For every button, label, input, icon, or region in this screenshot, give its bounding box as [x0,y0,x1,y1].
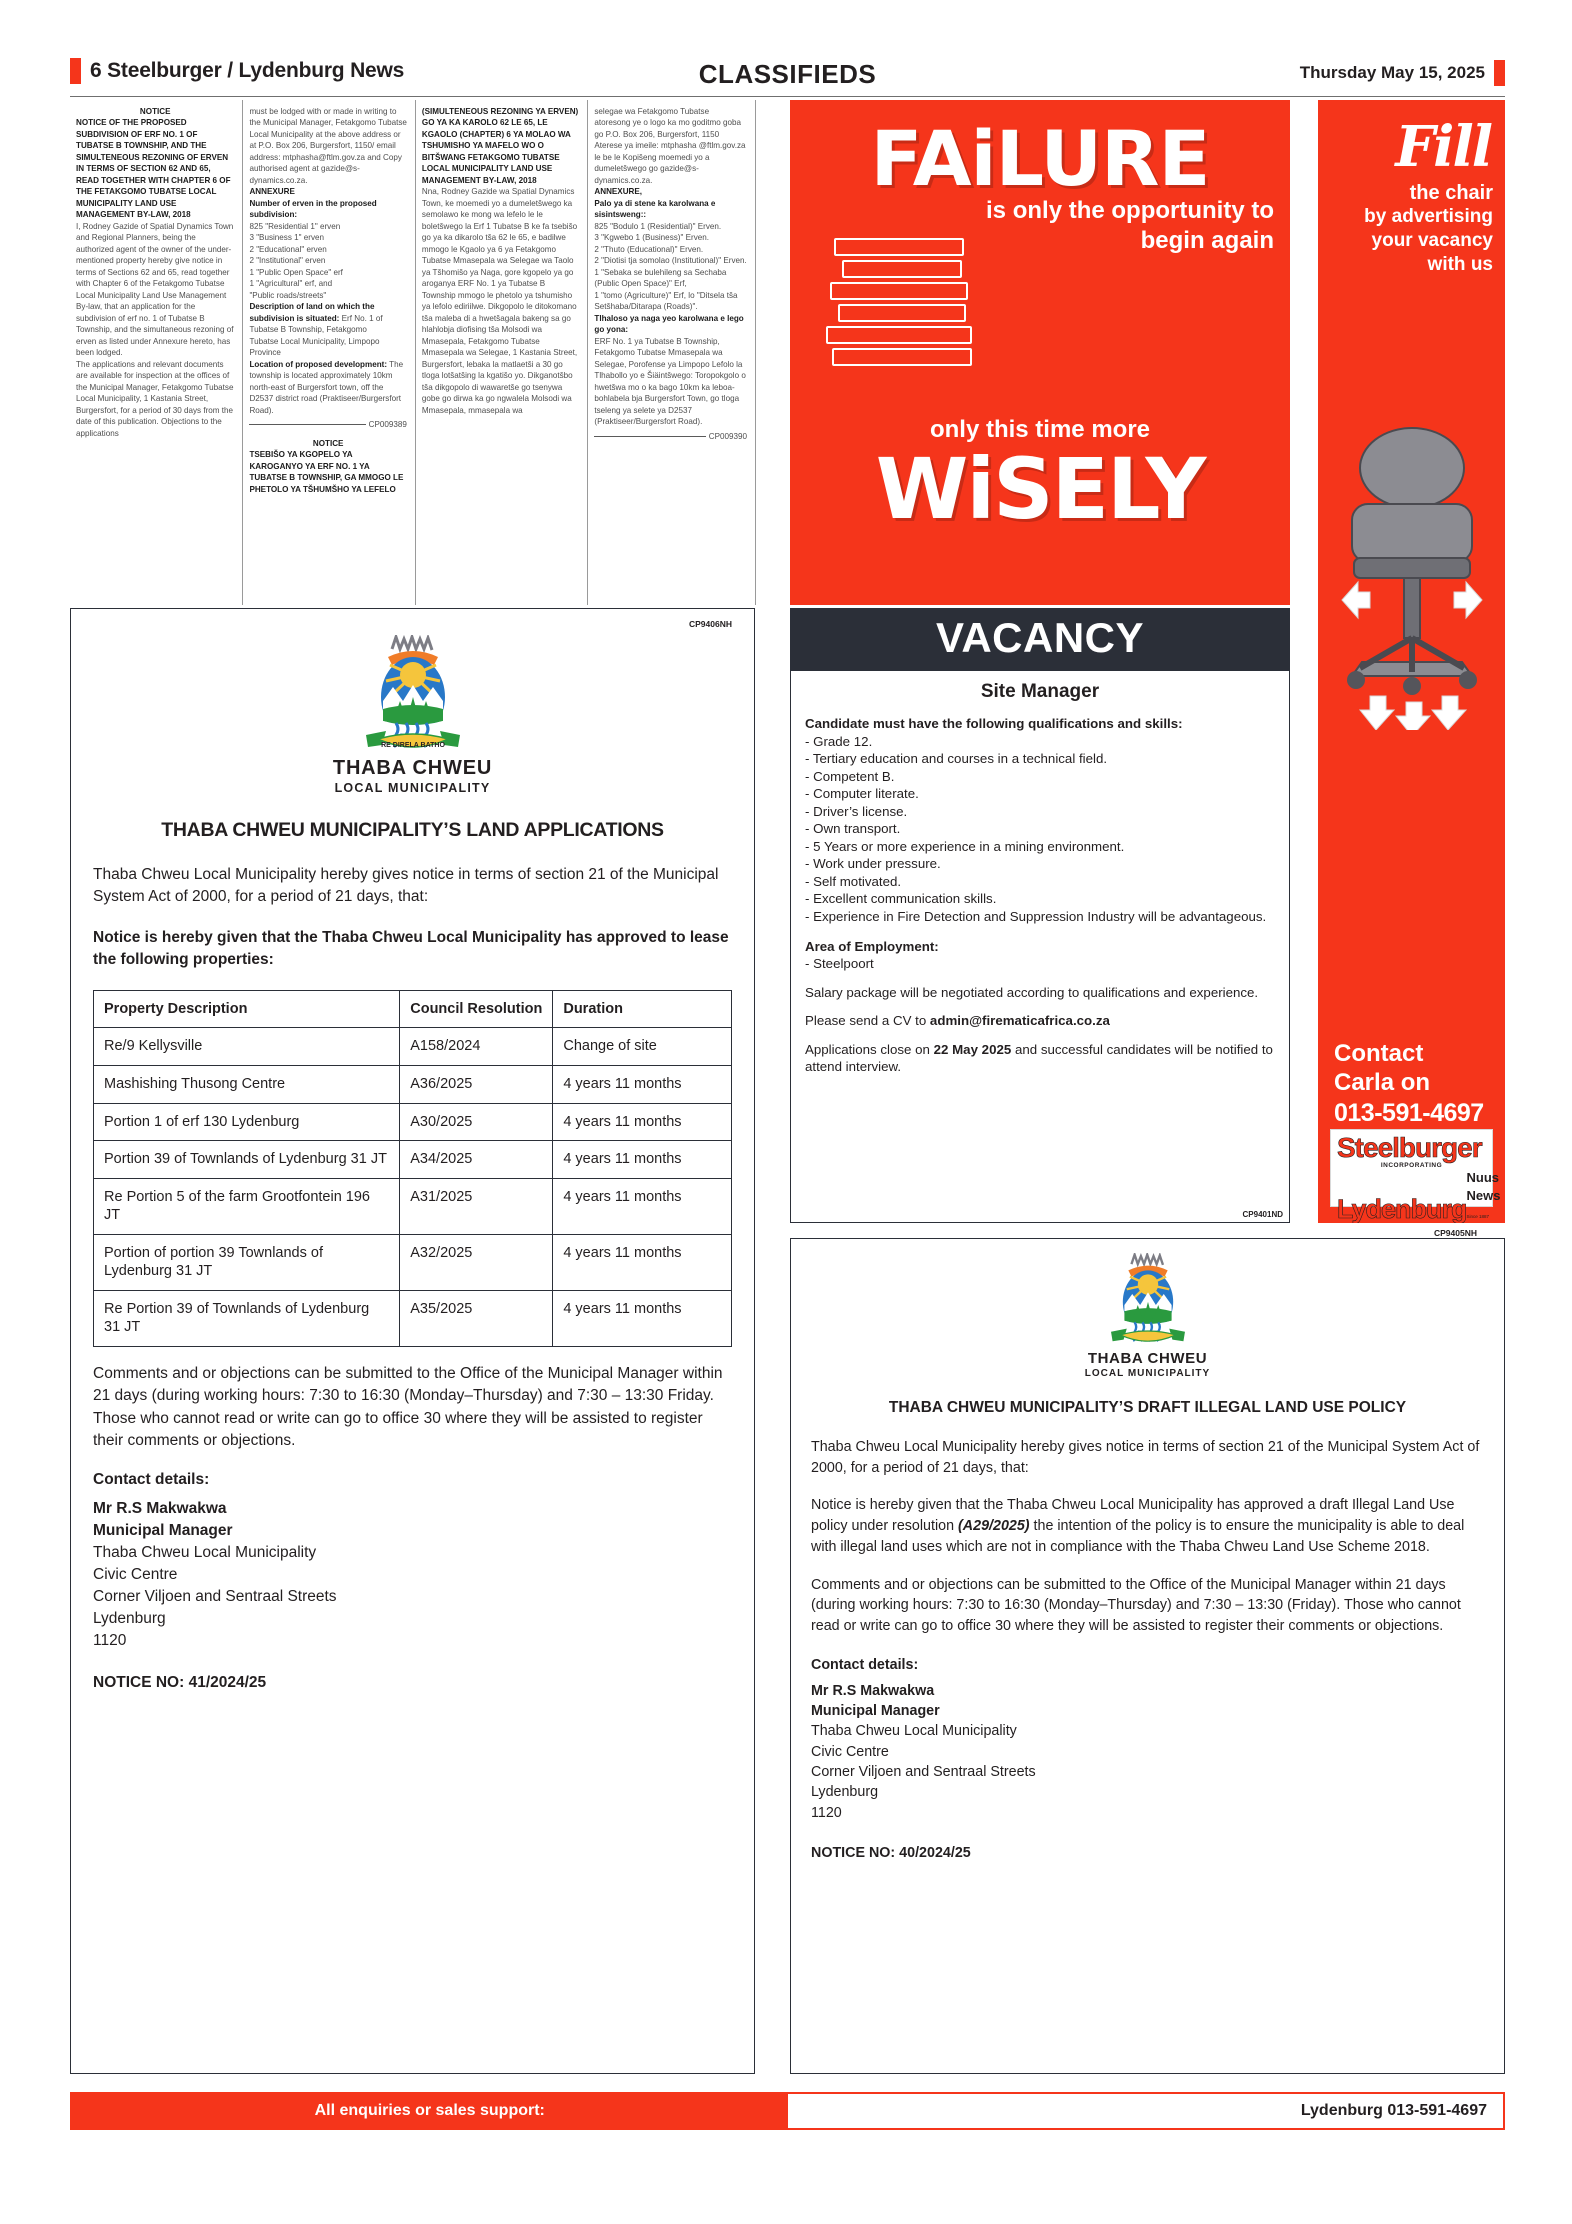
cell-duration: 4 years 11 months [553,1178,732,1234]
notice-right-title: THABA CHWEU MUNICIPALITY’S DRAFT ILLEGAL LAND USE POLICY [888,1399,1407,1416]
cell-resolution: A31/2025 [400,1178,553,1234]
col2-erven-6: "Public roads/streets" [249,290,327,300]
col2-ad-code: CP009389 [368,420,407,430]
requirement-item: - Tertiary education and courses in a technical field. [805,751,1108,767]
col4-palo-0: 825 "Bodulo 1 (Residential)" Erven. [594,221,722,231]
col2-code-rule [249,424,365,425]
cell-property: Portion 1 of erf 130 Lydenburg [94,1103,400,1141]
masthead [70,58,1505,92]
section-title: CLASSIFIEDS [698,59,877,89]
land-applications-table [93,990,732,1347]
col4-code-rule [594,436,705,437]
contact-address-line: Civic Centre [811,1743,889,1760]
col2-body-1: must be lodged with or made in writing to the Municipal Manager, Fetakgomo Tubatse Local Municipality at the above address or at P.O. Box 206, Burgersfort, 1150/ email address: mtphasha@ftlm.gov.za and Copy authorised agent at gazide@s-dynamics.co.za. [249,107,407,185]
notice-left-title: THABA CHWEU MUNICIPALITY’S LAND APPLICATIONS [161,819,664,841]
table-row [94,1141,732,1179]
contact-address-line: 1120 [811,1804,842,1821]
red-tick-icon [1494,60,1505,86]
contact-address-line: Thaba Chweu Local Municipality [93,1543,317,1561]
col2-location-body: The township is located approximately 10km north-east of Burgersfort town, off the D2537 district road (Praktiseer/Burgersfort Road). [249,359,404,415]
table-row [94,1234,732,1290]
cell-duration: 4 years 11 months [553,1234,732,1290]
col4-ad-code: CP009390 [708,431,748,441]
column-header-property: Property Description [94,990,400,1028]
col2-code-row [249,419,406,430]
table-row [94,1065,732,1103]
failure-headline: FAiLURE [870,114,1210,203]
table-row [94,1178,732,1234]
col2-description [249,301,406,335]
cell-property: Portion of portion 39 Townlands of Lydenburg 31 JT [94,1234,400,1290]
col1-body-2: The applications and relevant documents are available for inspection at the offices of the Municipal Manager, Fetakgomo Tubatse Local Municipality, 1 Kastania Street, Burgersfort, for a period of 30 days from the date of this publication. Objections to the applications [76,359,234,438]
failure-midline: only this time more [929,416,1151,443]
col2-erven-4: 1 "Public Open Space" erf [249,267,343,277]
contact-name: Mr R.S Makwakwa [93,1499,227,1517]
vacancy-requirements-list [805,733,1275,926]
col2-erven-1: 3 "Business 1" erven [249,233,325,243]
thaba-chweu-land-applications-notice [70,608,755,2074]
failure-subline-a: is only the opportunity to [986,197,1274,224]
col1-body-1: I, Rodney Gazide of Spatial Dynamics Town and Regional Planners, being the authorized agent of the owner of the under-mentioned property hereby give notice in terms of Sections 62 and 65, read together with Chapter 6 of the Fetakgomo Tubatse Local Municipality Land Use Management By-law, that an application for the subdivision of erf no. 1 of Tubatse B Township, and the simultaneous rezoning of erven as listed under Annexure hereto, has been lodged. [76,221,234,358]
col3-caps-block: (SIMULTENEOUS REZONING YA ERVEN) GO YA KA KAROLO 62 LE 65, LE KGAOLO (CHAPTER) 6 YA MOLAO WA TSHUMISHO YA MAFELO WO O BITŠWANG FETAKGOMO TUBATSE LOCAL MUNICIPALITY LAND USE MANAGEMENT BY-LAW, 2018 [421,107,579,185]
col4-palo-1: 3 "Kgwebo 1 (Business)" Erven. [594,233,709,243]
failure-advertisement[interactable] [790,100,1290,605]
footer-phone[interactable]: Lydenburg 013-591-4697 [788,2094,1504,2128]
logo-news: News [1466,1188,1501,1203]
notice-right-body [811,1495,1484,1557]
vacancy-area-value: - Steelpoort [805,956,874,972]
col3-body: Nna, Rodney Gazide wa Spatial Dynamics Town, ke moemedi yo a dumeletšwego ka semolawo ke mong wa lefelo le le boletšwego la Erf 1 Tubatse B ke fa tsebišo go ya ka dikarolo tša 62 le 65, e badilwe mmogo le Kgaolo ya 6 ya Fetakgomo Tubatse Mmasepala wa Selegae wa Taolo ya Tšhomišo ya Naga, gore kgopelo ya go aroganya ERF No. 1 ya Tubatse B Township mmogo le phetolo ya tshumisho ya lefolo ediriilwe. Dikgopolo le ditokomano tša maleba di a hwetšagala bakeng sa go hlahlobja diofising tša Molsodi wa Mmasepala, Fetakgomo Tubatse Mmasepala wa Selegae, 1 Kastania Street, Burgersfort, lebaka la matlaetši a 30 go tloga lotšatšing la kgatišo yo. Dikganotšbo tša dikgopolo di wawaretše go tsenywa gobe go dirwa ka go ngwalela Molsodi wa Mmasepala, mmasepala wa [421,187,578,415]
cell-resolution: A158/2024 [400,1028,553,1066]
classified-column-3 [415,100,587,605]
vacancy-advertisement[interactable] [790,608,1290,1223]
footer-bar [70,2092,1505,2130]
contact-address-line: Thaba Chweu Local Municipality [811,1723,1017,1740]
col2-erven-0: 825 "Residential 1" erven [249,221,341,231]
contact-address-line: Lydenburg [93,1609,166,1627]
notice-left-comments: Comments and or objections can be submitted to the Office of the Municipal Manager within 21 days (during working hours: 7:30 to 16:30 (Monday–Thursday) and 7:30 – 13:30 Friday. Those who cannot read or write can go to office 30 where they will be assisted to register their comments or objections. [93,1364,723,1450]
steelburger-lydenburg-logo [1330,1129,1501,1223]
notice-left-contact-block [93,1498,732,1652]
col2-erven-2: 2 "Educational" erven [249,244,327,254]
notice-right-resolution: (A29/2025) [958,1518,1030,1535]
table-header-row [94,990,732,1028]
vacancy-salary: Salary package will be negotiated according to qualifications and experience. [805,984,1259,1000]
vacancy-ad-code: CP9401ND [1242,1210,1283,1219]
col2-annexure-heading: ANNEXURE [249,187,295,197]
contact-name: Mr R.S Makwakwa [811,1682,935,1699]
vacancy-job-title: Site Manager [980,681,1100,702]
thaba-chweu-illegal-land-use-notice [790,1238,1505,2074]
contact-address-line: Corner Viljoen and Sentraal Streets [93,1587,337,1605]
logo-lydenburg: Lydenburg [1337,1194,1467,1223]
sky-tagline-a: by advertising [1364,206,1493,227]
sky-contact-block [1318,1040,1505,1128]
requirement-item: - Excellent communication skills. [805,891,997,907]
failure-subline [986,196,1274,256]
col2-location [249,359,406,416]
cell-property: Re/9 Kellysville [94,1028,400,1066]
col2-erven-3: 2 "Institutional" erven [249,256,326,266]
requirement-item: - 5 Years or more experience in a mining environment. [805,838,1125,854]
thaba-chweu-crest-icon [1100,1253,1196,1346]
classified-notices [70,100,755,605]
contact-role: Municipal Manager [93,1521,233,1539]
cell-duration: 4 years 11 months [553,1141,732,1179]
notice-right-body-b: the intention of the policy is to ensure the municipality is able to deal with illegal land uses which are not in compliance with the Thaba Chweu Land Use Scheme 2018. [811,1518,1465,1555]
cell-duration: Change of site [553,1028,732,1066]
sky-fill-word: Fill [1395,114,1491,180]
col2-number-heading: Number of erven in the proposed subdivision: [249,198,377,220]
contact-address-line: 1120 [93,1631,127,1649]
column-header-duration: Duration [553,990,732,1028]
cell-duration: 4 years 11 months [553,1065,732,1103]
logo-since: Since 1887 [1466,1214,1490,1219]
cell-property: Portion 39 of Townlands of Lydenburg 31 JT [94,1141,400,1179]
cell-property: Re Portion 5 of the farm Grootfontein 196 JT [94,1178,400,1234]
table-row [94,1103,732,1141]
contact-address-line: Lydenburg [811,1784,879,1801]
col2-description-heading: Description of land on which the subdivision is situated: [249,302,375,323]
office-chair-icon [1336,400,1488,730]
crest-title: THABA CHWEU [1087,1350,1208,1367]
cell-property: Re Portion 39 of Townlands of Lydenburg 31 JT [94,1290,400,1346]
vacancy-area-heading: Area of Employment: [805,938,939,954]
notice-right-contact-heading: Contact details: [811,1656,919,1673]
logo-bottom-row [1337,1169,1501,1223]
footer-enquiries-label: All enquiries or sales support: [72,2094,788,2128]
contact-address-line: Corner Viljoen and Sentraal Streets [811,1763,1036,1780]
failure-subline-b: begin again [1140,227,1274,254]
cell-resolution: A32/2025 [400,1234,553,1290]
logo-steelburger: Steelburger [1337,1132,1482,1163]
table-row [94,1028,732,1066]
notice-left-notice-number: NOTICE NO: 41/2024/25 [93,1673,267,1691]
col2-description-body: Erf No. 1 of Tubatse B Township, Fetakgomo [249,313,383,335]
col2-description-c: Tubatse Local Municipality, Limpopo Province [249,336,380,358]
col4-tha-body: ERF No. 1 ya Tubatse B Township, Fetakgomo Tubatse Mmasepala wa Selegae, Porofense ya Limpopo Lefolo la Tlhabollo yo e Šiäintšwego: Toropokgolo o hwetšwa mo o ka bago 10km ka leboa- bohlabela bja Burgersfort Town, go tloga tseleng ya selete ya D2537 (Praktiseer/Burgersfort Road). [594,336,746,427]
classified-column-4 [587,100,755,605]
notice-right-comments: Comments and or objections can be submitted to the Office of the Municipal Manager within 21 days (during working hours: 7:30 to 16:30 (Monday–Thursday) and 7:30 – 13:30 (Friday). Those who cannot read or write can go to office 30 where they will be assisted to register their comments or objections. [811,1576,1461,1635]
col4-code-row [594,431,747,442]
vacancy-body [791,715,1289,1095]
vacancy-close-prefix: Applications close on [805,1041,934,1057]
cell-resolution: A34/2025 [400,1141,553,1179]
col2-notice2-caps: TSEBIŠO YA KGOPELO YA KAROGANYO YA ERF NO. 1 YA TUBATSE B TOWNSHIP, GA MMOGO LE PHETOLO YA TŠHUMŠHO YA LEFELO [249,450,404,494]
vacancy-qualifications-heading: Candidate must have the following qualifications and skills: [805,716,1183,731]
cell-duration: 4 years 11 months [553,1290,732,1346]
vacancy-cv-line [805,1012,1275,1030]
requirement-item: - Competent B. [805,768,895,784]
vacancy-close-line [805,1041,1275,1076]
col4-annexure-heading: ANNEXURE, [594,187,643,197]
col2-notice2-heading: NOTICE [312,438,344,448]
skyscraper-advertisement[interactable] [1318,100,1505,1223]
stacked-books-icon [820,230,980,400]
logo-nuus: Nuus [1466,1170,1499,1185]
requirement-item: - Driver’s license. [805,803,908,819]
notice-right-contact-block [811,1681,1484,1823]
col1-caps-block: NOTICE OF THE PROPOSED SUBDIVISION OF ERF NO. 1 OF TUBATSE B TOWNSHIP, AND THE SIMULTENEOUS REZONING OF ERVEN IN TERMS OF SECTION 62 AND 65, READ TOGETHER WITH CHAPTER 6 OF THE FETAKGOMO TUBATSE LOCAL MUNICIPALITY LAND USE MANAGEMENT BY-LAW, 2018 [76,118,231,220]
vacancy-close-suffix: and successful candidates will be notified to attend interview. [805,1041,1273,1075]
notice-left-intro: Thaba Chweu Local Municipality hereby gives notice in terms of section 21 of the Municipal System Act of 2000, for a period of 21 days, that: [93,866,719,906]
vacancy-cv-email[interactable]: admin@firematicafrica.co.za [929,1013,1110,1029]
svg-text:RE DIRELA BATHO: RE DIRELA BATHO [380,742,445,749]
requirement-item: - Own transport. [805,821,901,837]
sky-tagline-c: with us [1427,253,1493,275]
cell-resolution: A36/2025 [400,1065,553,1103]
requirement-item: - Experience in Fire Detection and Suppression Industry will be advantageous. [805,909,1267,925]
sky-tagline [1318,205,1505,276]
cell-resolution: A30/2025 [400,1103,553,1141]
failure-wisely: WiSELY [875,440,1205,538]
notice-left-ad-code: CP9406NH [689,619,732,629]
col1-notice-heading: NOTICE [139,107,171,116]
contact-role: Municipal Manager [811,1703,940,1720]
table-row [94,1290,732,1346]
col4-body-1: selegae wa Fetakgomo Tubatse atoresong ye o logo ka mo goditmo goba go P.O. Box 206, Burgersfort, 1150 Aterese ya imeile: mtphasha @ftlm.gov.za le be le Kopišeng moemedi yo a dumeletšwego go gazide@s-dynamics.co.za. [594,107,746,185]
col4-palo-4: 1 "Sebaka se bulehileng sa Sechaba (Public Open Space)" Erf, [594,267,727,289]
cell-duration: 4 years 11 months [553,1103,732,1141]
requirement-item: - Grade 12. [805,733,873,749]
col4-tha-heading: Tlhaloso ya naga yeo karolwana e lego go yona: [594,313,744,335]
requirement-item: - Self motivated. [805,873,902,889]
notice-left-approval: Notice is hereby given that the Thaba Chweu Local Municipality has approved to lease the following properties: [93,928,729,969]
contact-address-line: Civic Centre [93,1565,178,1583]
sky-contact-line1: Contact [1334,1040,1424,1067]
publication-title: 6 Steelburger / Lydenburg News [90,59,405,82]
classified-column-1 [70,100,242,605]
issue-date: Thursday May 15, 2025 [1299,63,1485,82]
sky-tagline-b: your vacancy [1371,229,1493,251]
col4-palo-3: 2 "Diotisi tja somolao (Institutional)" Erven. [594,256,747,266]
sky-the-chair: the chair [1409,182,1493,204]
logo-nuus-news [1467,1169,1501,1223]
vacancy-cv-prefix: Please send a CV to [805,1013,930,1029]
logo-incorporating: INCORPORATING [1380,1162,1443,1169]
requirement-item: - Computer literate. [805,786,919,802]
col2-spacer [249,431,406,438]
notice-right-notice-number: NOTICE NO: 40/2024/25 [811,1844,971,1861]
cell-resolution: A35/2025 [400,1290,553,1346]
crest-subtitle: LOCAL MUNICIPALITY [1084,1368,1211,1379]
col4-palo-heading: Palo ya di stene ka karolwana e sisintsweng:: [594,198,716,220]
vacancy-close-date: 22 May 2025 [933,1041,1012,1057]
classifieds-right-divider [755,100,756,605]
classified-column-2 [242,100,414,605]
vacancy-area-heading-wrap [805,938,1275,956]
cell-property: Mashishing Thusong Centre [94,1065,400,1103]
col4-palo-5: 1 "tomo (Agriculture)" Erf, lo "Ditsela tša Setšhaba/Ditarapa (Roads)". [594,290,738,312]
notice-right-body-a: Notice is hereby given that the Thaba Chweu Local Municipality has approved a draft Illegal Land Use policy under resolution [811,1497,1455,1535]
notice-left-contact-heading: Contact details: [93,1470,210,1488]
col2-location-heading: Location of proposed development: [249,359,388,369]
notice-right-ad-code: CP9405NH [1434,1228,1477,1238]
col4-palo-2: 2 "Thuto (Educational)" Erven. [594,244,704,254]
thaba-chweu-crest-icon [352,635,474,753]
vacancy-banner: VACANCY [791,609,1289,671]
masthead-right [1300,60,1505,86]
column-header-resolution: Council Resolution [400,990,553,1028]
notice-right-intro: Thaba Chweu Local Municipality hereby gives notice in terms of section 21 of the Municipal System Act of 2000, for a period of 21 days, that: [811,1439,1480,1476]
sky-contact-line2: Carla on [1334,1068,1431,1096]
crest-title: THABA CHWEU [332,757,493,779]
col2-erven-5: 1 "Agricultural" erf, and [249,279,333,289]
crest-subtitle: LOCAL MUNICIPALITY [334,781,491,795]
requirement-item: - Work under pressure. [805,856,941,872]
header-rule [70,96,1505,97]
sky-phone-number[interactable]: 013-591-4697 [1334,1098,1484,1127]
